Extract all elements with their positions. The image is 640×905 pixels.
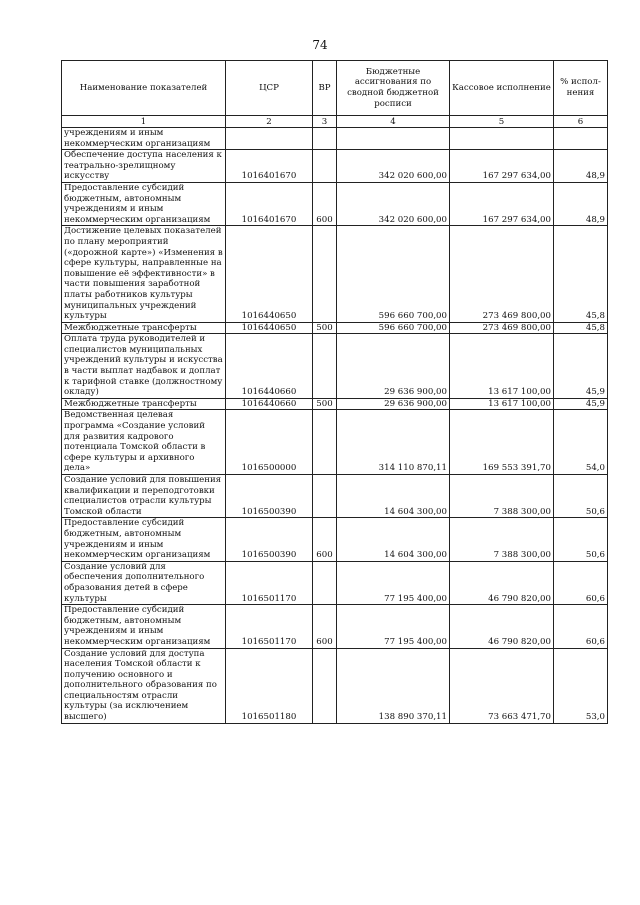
table-row <box>62 605 608 648</box>
row-allocation: 29 636 900,00 <box>337 334 450 399</box>
row-percent: 45,8 <box>554 226 608 322</box>
row-name: Предоставление субсидий бюджетным, автономным учреждениям и иным некоммерческим организациям <box>62 605 226 648</box>
column-number: 5 <box>450 116 554 128</box>
row-vr: 600 <box>313 182 337 225</box>
row-execution: 273 469 800,00 <box>450 322 554 334</box>
row-name: Предоставление субсидий бюджетным, автономным учреждениям и иным некоммерческим организациям <box>62 182 226 225</box>
table-row <box>62 475 608 518</box>
row-percent: 50,6 <box>554 518 608 561</box>
row-percent: 45,9 <box>554 398 608 410</box>
header-vr: ВР <box>313 61 337 116</box>
row-name: Оплата труда руководителей и специалистов муниципальных учреждений культуры и искусства в части выплат надбавок и доплат к тарифной ставке (должностному окладу) <box>62 334 226 399</box>
row-percent: 60,6 <box>554 605 608 648</box>
row-csr: 1016401670 <box>226 182 313 225</box>
table-row <box>62 561 608 604</box>
row-percent: 48,9 <box>554 150 608 183</box>
row-name: Создание условий для обеспечения дополнительного образования детей в сфере культуры <box>62 561 226 604</box>
row-csr <box>226 128 313 150</box>
column-number: 1 <box>62 116 226 128</box>
table-row <box>62 398 608 410</box>
row-csr: 1016440660 <box>226 398 313 410</box>
row-csr: 1016440650 <box>226 322 313 334</box>
row-execution: 7 388 300,00 <box>450 475 554 518</box>
row-allocation: 77 195 400,00 <box>337 605 450 648</box>
row-allocation: 596 660 700,00 <box>337 226 450 322</box>
row-name: Обеспечение доступа населения к театрально-зрелищному искусству <box>62 150 226 183</box>
row-vr: 500 <box>313 322 337 334</box>
row-allocation: 138 890 370,11 <box>337 648 450 723</box>
column-number-row <box>62 116 608 128</box>
row-vr <box>313 150 337 183</box>
row-percent <box>554 128 608 150</box>
row-allocation: 77 195 400,00 <box>337 561 450 604</box>
row-percent: 48,9 <box>554 182 608 225</box>
row-vr <box>313 334 337 399</box>
row-vr <box>313 226 337 322</box>
row-csr: 1016500390 <box>226 518 313 561</box>
row-allocation: 314 110 870,11 <box>337 410 450 475</box>
row-allocation: 596 660 700,00 <box>337 322 450 334</box>
table-row <box>62 128 608 150</box>
row-csr: 1016501170 <box>226 605 313 648</box>
header-execution-percent: % испол-нения <box>554 61 608 116</box>
row-percent: 45,9 <box>554 334 608 399</box>
row-allocation: 14 604 300,00 <box>337 475 450 518</box>
row-percent: 50,6 <box>554 475 608 518</box>
row-name: Межбюджетные трансферты <box>62 398 226 410</box>
page-number: 74 <box>312 38 328 52</box>
row-execution: 167 297 634,00 <box>450 182 554 225</box>
column-number: 2 <box>226 116 313 128</box>
header-cash-execution: Кассовое исполнение <box>450 61 554 116</box>
row-vr <box>313 410 337 475</box>
row-execution <box>450 128 554 150</box>
row-execution: 46 790 820,00 <box>450 561 554 604</box>
row-percent: 60,6 <box>554 561 608 604</box>
row-percent: 54,0 <box>554 410 608 475</box>
row-allocation <box>337 128 450 150</box>
row-percent: 45,8 <box>554 322 608 334</box>
row-name: Создание условий для повышения квалификации и переподготовки специалистов отрасли культуры Томской области <box>62 475 226 518</box>
row-csr: 1016401670 <box>226 150 313 183</box>
table-row <box>62 226 608 322</box>
row-execution: 73 663 471,70 <box>450 648 554 723</box>
row-percent: 53,0 <box>554 648 608 723</box>
row-allocation: 342 020 600,00 <box>337 182 450 225</box>
table-header-row <box>62 61 608 116</box>
row-execution: 46 790 820,00 <box>450 605 554 648</box>
table-row <box>62 322 608 334</box>
row-allocation: 14 604 300,00 <box>337 518 450 561</box>
row-vr <box>313 648 337 723</box>
row-name: Достижение целевых показателей по плану мероприятий («дорожной карте») «Изменения в сфере культуры, направленные на повышение её эффективности» в части повышения заработной платы работников культуры муниципальных учреждений культуры <box>62 226 226 322</box>
row-csr: 1016500390 <box>226 475 313 518</box>
row-name: Ведомственная целевая программа «Создание условий для развития кадрового потенциала Томской области в сфере культуры и архивного дела» <box>62 410 226 475</box>
row-csr: 1016440660 <box>226 334 313 399</box>
budget-execution-table <box>61 60 608 724</box>
row-allocation: 342 020 600,00 <box>337 150 450 183</box>
row-allocation: 29 636 900,00 <box>337 398 450 410</box>
row-name: учреждениям и иным некоммерческим организациям <box>62 128 226 150</box>
row-vr <box>313 128 337 150</box>
row-csr: 1016501180 <box>226 648 313 723</box>
table-row <box>62 648 608 723</box>
header-budget-allocation: Бюджетные ассигнования по сводной бюджетной росписи <box>337 61 450 116</box>
table-row <box>62 334 608 399</box>
table-row <box>62 150 608 183</box>
table-row <box>62 518 608 561</box>
row-vr <box>313 475 337 518</box>
row-execution: 169 553 391,70 <box>450 410 554 475</box>
header-csr: ЦСР <box>226 61 313 116</box>
row-vr: 500 <box>313 398 337 410</box>
row-csr: 1016440650 <box>226 226 313 322</box>
row-vr <box>313 561 337 604</box>
row-execution: 13 617 100,00 <box>450 398 554 410</box>
table-row <box>62 410 608 475</box>
row-vr: 600 <box>313 605 337 648</box>
header-indicator-name: Наименование показателей <box>62 61 226 116</box>
row-execution: 167 297 634,00 <box>450 150 554 183</box>
row-csr: 1016500000 <box>226 410 313 475</box>
row-execution: 273 469 800,00 <box>450 226 554 322</box>
column-number: 4 <box>337 116 450 128</box>
column-number: 6 <box>554 116 608 128</box>
row-vr: 600 <box>313 518 337 561</box>
row-execution: 7 388 300,00 <box>450 518 554 561</box>
row-csr: 1016501170 <box>226 561 313 604</box>
row-name: Межбюджетные трансферты <box>62 322 226 334</box>
row-name: Создание условий для доступа населения Томской области к получению основного и дополнительного образования по специальностям отрасли культуры (за исключением высшего) <box>62 648 226 723</box>
row-name: Предоставление субсидий бюджетным, автономным учреждениям и иным некоммерческим организациям <box>62 518 226 561</box>
table-row <box>62 182 608 225</box>
column-number: 3 <box>313 116 337 128</box>
row-execution: 13 617 100,00 <box>450 334 554 399</box>
